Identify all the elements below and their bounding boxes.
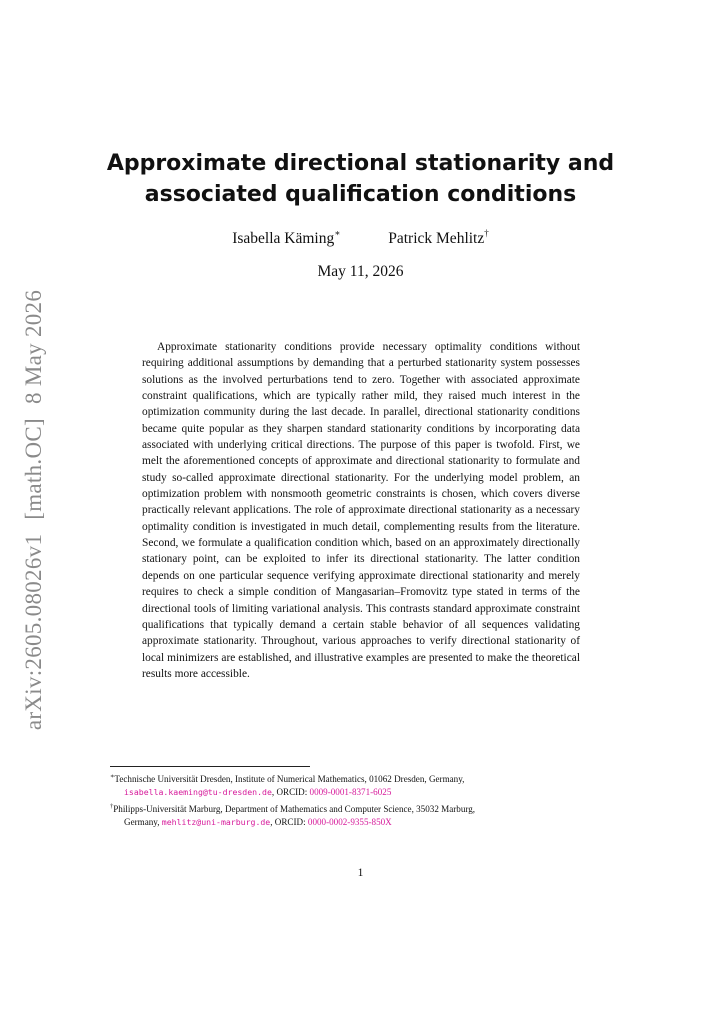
author [388,228,489,248]
footnote-1 [110,770,613,800]
author-mark: ∗ [334,228,341,238]
page-number: 1 [357,867,364,879]
author-mark: † [484,228,489,238]
footnote-mark: ∗ [110,773,115,780]
footnotes [110,770,613,829]
orcid-link[interactable]: 0009-0001-8371-6025 [309,787,392,798]
arxiv-stamp [21,280,47,740]
arxiv-date: 8 May 2026 [21,289,46,405]
arxiv-id: arXiv:2605.08026v1 [21,533,46,731]
footnote-mark: † [110,802,114,810]
email-link[interactable]: mehlitz@uni-marburg.de [161,816,271,827]
arxiv-category: [math.OC] [21,418,46,520]
abstract-text: Approximate stationarity conditions provide necessary optimality conditions without requiring additional assumptions by demanding that a perturbed stationarity system possesses solutions as the involved perturbations tend to zero. Together with associated approximate constraint qualifications, which are typically rather mild, they raised much interest in the optimization community during the last decade. In parallel, directional stationarity conditions became quite popular as they sharpen standard stationarity conditions by incorporating data associated with underlying critical directions. The purpose of this paper is twofold. First, we melt the aforementioned concepts of approximate and directional stationarity to formulate and study so-called approximate directional stationarity. For the underlying model problem, an optimization problem with nonsmooth geometric constraints is chosen, which covers diverse practically relevant applications. The role of approximate directional stationarity as a necessary optimality condition is investigated in much detail, complementing results from the literature. Second, we formulate a qualification condition which, based on an approximately directionally stationary point, can be exploited to infer its directional stationarity. The latter condition depends on one particular sequence verifying approximate directional stationarity and merely requires to check a simple condition of Mangasarian–Fromovitz type stated in terms of the directional tools of limiting variational analysis. This contrasts standard approximate constraint qualifications that typically demand a certain stable behavior of all sequences validating approximate stationarity. Throughout, various approaches to verify directional stationarity of local minimizers are established, and illustrative examples are presented to make the theoretical results more accessible. [142,341,580,680]
title-line-1: Approximate directional stationarity and [106,151,615,176]
abstract [142,339,580,682]
author [232,228,340,248]
orcid-label: , ORCID: [270,816,308,827]
orcid-label: , ORCID: [271,787,310,798]
email-link[interactable]: isabella.kaeming@tu-dresden.de [124,787,272,798]
paper-title [0,148,721,210]
author-name: Isabella Käming [232,230,335,247]
footnote-affiliation: Technische Universität Dresden, Institute of Numerical Mathematics, 01062 Dresden, Germany, [114,774,465,784]
title-line-2: associated qualification conditions [144,182,577,207]
footnote-prefix: Germany, [124,816,162,827]
footnote-affiliation: Philipps-Universität Marburg, Department of Mathematics and Computer Science, 35032 Marburg, [113,803,476,814]
author-name: Patrick Mehlitz [388,230,485,247]
author-list [0,228,721,248]
footnote-2 [110,800,613,830]
orcid-link[interactable]: 0000-0002-9355-850X [307,816,392,827]
footnote-rule [110,766,310,767]
paper-date: May 11, 2026 [317,263,404,280]
